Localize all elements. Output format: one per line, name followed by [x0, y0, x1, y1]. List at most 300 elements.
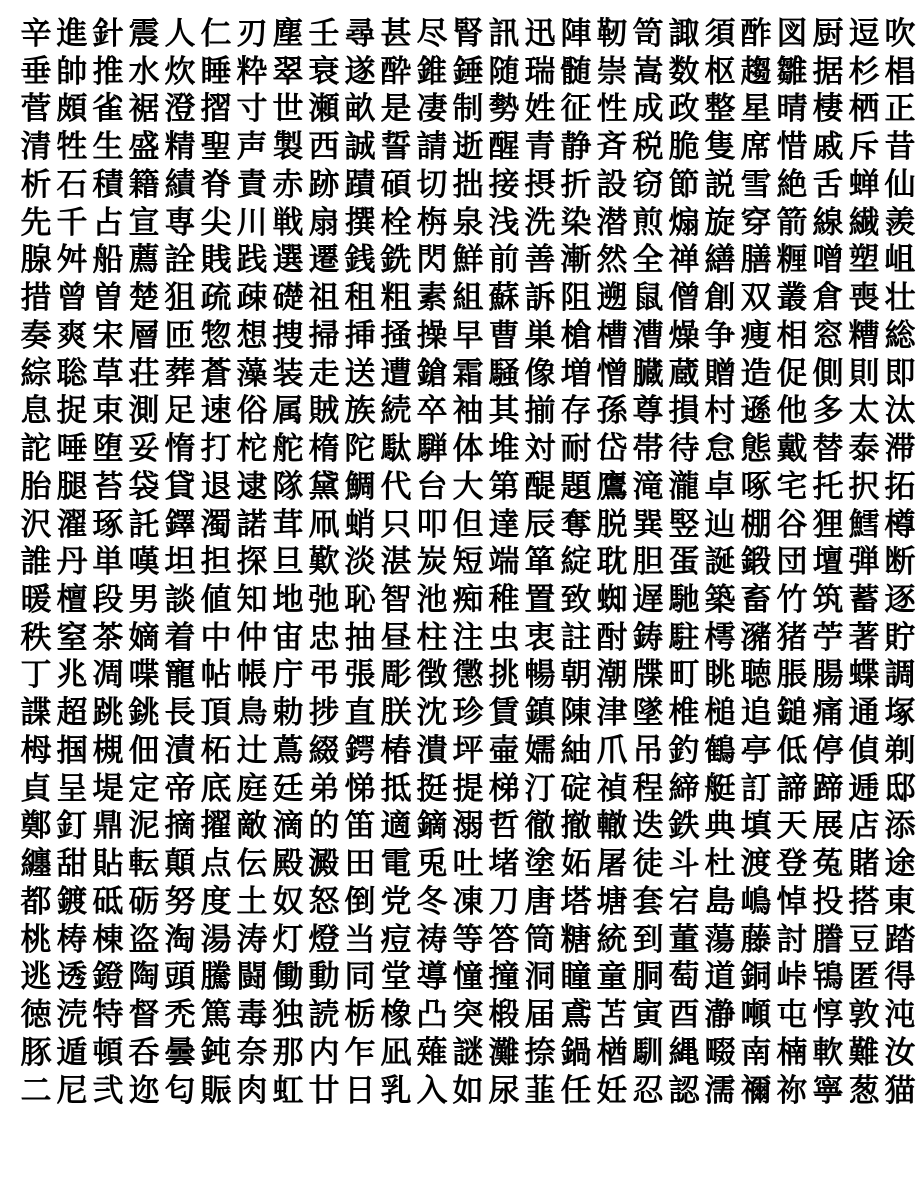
glyph: 奈	[236, 1034, 268, 1071]
glyph: 賊	[308, 393, 340, 430]
glyph: 趨	[740, 53, 772, 90]
glyph: 達	[488, 506, 520, 543]
glyph: 凪	[380, 1034, 412, 1071]
glyph: 呈	[56, 770, 88, 807]
glyph: 叢	[776, 280, 808, 317]
glyph: 陣	[560, 16, 592, 52]
glyph: 折	[560, 166, 592, 203]
glyph: 崇	[596, 53, 628, 90]
glyph: 洗	[524, 204, 556, 241]
glyph: 賎	[200, 242, 232, 279]
glyph: 晴	[776, 91, 808, 128]
glyph: 彫	[380, 657, 412, 694]
glyph: 跳	[92, 695, 124, 732]
glyph: 田	[344, 846, 376, 883]
glyph: 占	[92, 204, 124, 241]
glyph: 廿	[308, 1072, 340, 1109]
glyph: 膳	[740, 242, 772, 279]
glyph: 頗	[56, 91, 88, 128]
glyph: 迩	[128, 1072, 160, 1109]
glyph-row	[18, 431, 916, 469]
glyph: 肉	[236, 1072, 268, 1109]
glyph: 凸	[416, 997, 448, 1034]
glyph: 爪	[596, 732, 628, 769]
glyph: 狙	[164, 280, 196, 317]
glyph: 辻	[236, 732, 268, 769]
glyph: 瑞	[524, 53, 556, 90]
glyph: 填	[740, 808, 772, 845]
glyph: 只	[380, 506, 412, 543]
glyph: 鄭	[20, 808, 52, 845]
glyph: 胆	[632, 544, 664, 581]
glyph: 接	[488, 166, 520, 203]
glyph: 宕	[668, 883, 700, 920]
glyph: 纏	[20, 846, 52, 883]
glyph: 叩	[416, 506, 448, 543]
glyph: 乳	[380, 1072, 412, 1109]
glyph-row	[18, 166, 916, 205]
glyph: 然	[596, 242, 628, 279]
glyph: 笥	[632, 16, 664, 52]
glyph: 盛	[128, 129, 160, 166]
glyph: 宙	[272, 619, 304, 656]
glyph: 昔	[884, 129, 916, 166]
glyph: 菟	[812, 846, 844, 883]
glyph: 痘	[380, 921, 412, 958]
glyph: 任	[560, 1072, 592, 1109]
glyph: 楚	[128, 280, 160, 317]
glyph: 訂	[740, 770, 772, 807]
glyph: 頓	[92, 1034, 124, 1071]
glyph: 畷	[704, 1034, 736, 1071]
glyph: 戚	[812, 129, 844, 166]
glyph: 陶	[128, 959, 160, 996]
glyph: 太	[848, 393, 880, 430]
glyph: 阻	[560, 280, 592, 317]
glyph: 読	[308, 997, 340, 1034]
glyph: 汀	[524, 770, 556, 807]
glyph: 難	[848, 1034, 880, 1071]
glyph: 致	[560, 582, 592, 619]
glyph: 栓	[380, 204, 412, 241]
glyph: 槍	[560, 317, 592, 354]
glyph: 増	[560, 355, 592, 392]
glyph: 低	[776, 732, 808, 769]
glyph: 息	[20, 393, 52, 430]
glyph: 怒	[308, 883, 340, 920]
glyph: 定	[128, 770, 160, 807]
glyph: 呑	[128, 1034, 160, 1071]
glyph-row	[18, 883, 916, 922]
glyph: 諦	[776, 770, 808, 807]
glyph: 擢	[200, 808, 232, 845]
glyph: 進	[56, 16, 88, 52]
glyph: 椴	[488, 997, 520, 1034]
glyph: 啄	[740, 468, 772, 505]
glyph: 震	[128, 16, 160, 52]
glyph: 討	[776, 921, 808, 958]
glyph: 諾	[236, 506, 268, 543]
glyph: 切	[416, 166, 448, 203]
glyph: 柱	[416, 619, 448, 656]
glyph: 勢	[488, 91, 520, 128]
glyph: 秩	[20, 619, 52, 656]
glyph: 畜	[740, 582, 772, 619]
glyph-row	[18, 997, 916, 1035]
glyph: 瞳	[560, 959, 592, 996]
glyph: 薙	[416, 1034, 448, 1071]
glyph: 到	[632, 921, 664, 958]
glyph: 践	[236, 242, 268, 279]
glyph: 枢	[704, 53, 736, 90]
glyph: 艇	[704, 770, 736, 807]
glyph: 登	[776, 846, 808, 883]
glyph: 轍	[596, 808, 628, 845]
glyph: 醒	[488, 129, 520, 166]
glyph: 胎	[20, 468, 52, 505]
glyph: 隊	[272, 468, 304, 505]
glyph: 多	[812, 393, 844, 430]
glyph: 体	[452, 431, 484, 468]
glyph: 燈	[308, 921, 340, 958]
glyph: 蛋	[668, 544, 700, 581]
glyph: 稚	[488, 582, 520, 619]
glyph: 栃	[344, 997, 376, 1034]
glyph: 賃	[488, 695, 520, 732]
glyph: 通	[848, 695, 880, 732]
glyph: 島	[704, 883, 736, 920]
glyph: 孫	[596, 393, 628, 430]
glyph: 佃	[128, 732, 160, 769]
glyph: 妬	[560, 846, 592, 883]
glyph: 韮	[524, 1072, 556, 1109]
glyph: 整	[704, 91, 736, 128]
glyph: 桃	[20, 921, 52, 958]
glyph: 禰	[740, 1072, 772, 1109]
glyph: 統	[596, 921, 628, 958]
glyph: 電	[380, 846, 412, 883]
glyph: 騨	[416, 431, 448, 468]
glyph: 岨	[884, 242, 916, 279]
glyph: 綴	[308, 732, 340, 769]
glyph: 逝	[452, 129, 484, 166]
glyph: 茶	[92, 619, 124, 656]
glyph-row	[18, 16, 916, 54]
glyph: 蓄	[848, 582, 880, 619]
glyph-row	[18, 129, 916, 167]
glyph: 繕	[704, 242, 736, 279]
glyph: 淘	[164, 921, 196, 958]
glyph: 雛	[776, 53, 808, 90]
glyph: 凧	[308, 506, 340, 543]
glyph: 蔵	[668, 355, 700, 392]
glyph: 隻	[704, 129, 736, 166]
glyph: 請	[416, 129, 448, 166]
glyph: 昼	[380, 619, 412, 656]
glyph: 船	[92, 242, 124, 279]
glyph: 檀	[56, 582, 88, 619]
glyph: 栂	[20, 732, 52, 769]
glyph: 苧	[812, 619, 844, 656]
glyph: 対	[524, 431, 556, 468]
glyph: 独	[272, 997, 304, 1034]
glyph: 探	[236, 544, 268, 581]
glyph: 詑	[20, 431, 52, 468]
glyph: 盗	[128, 921, 160, 958]
glyph: 忠	[308, 619, 340, 656]
glyph: 直	[344, 695, 376, 732]
glyph: 択	[848, 468, 880, 505]
glyph: 遷	[308, 242, 340, 279]
glyph: 窃	[632, 166, 664, 203]
glyph: 唾	[56, 431, 88, 468]
glyph: 男	[128, 582, 160, 619]
glyph: 濯	[56, 506, 88, 543]
glyph: 賑	[200, 1072, 232, 1109]
glyph: 殿	[272, 846, 304, 883]
glyph: 妊	[596, 1072, 628, 1109]
glyph: 素	[416, 280, 448, 317]
glyph: 走	[308, 355, 340, 392]
glyph: 葬	[164, 355, 196, 392]
glyph: 動	[308, 959, 340, 996]
glyph: 謄	[812, 921, 844, 958]
glyph: 斥	[848, 129, 880, 166]
glyph: 転	[128, 846, 160, 883]
glyph: 諜	[20, 695, 52, 732]
glyph: 蹟	[344, 166, 376, 203]
glyph: 吊	[632, 732, 664, 769]
glyph: 程	[632, 770, 664, 807]
glyph: 早	[452, 317, 484, 354]
glyph: 鳶	[560, 997, 592, 1034]
glyph: 糖	[560, 921, 592, 958]
glyph: 馴	[632, 1034, 664, 1071]
glyph: 陀	[344, 431, 376, 468]
glyph: 紬	[560, 732, 592, 769]
glyph: 錐	[416, 53, 448, 90]
glyph: 停	[812, 732, 844, 769]
glyph: 衰	[308, 53, 340, 90]
glyph: 銚	[128, 695, 160, 732]
glyph: 虫	[488, 619, 520, 656]
glyph: 炊	[164, 53, 196, 90]
glyph: 賭	[848, 846, 880, 883]
glyph: 嬬	[524, 732, 556, 769]
glyph: 舌	[812, 166, 844, 203]
glyph: 鎗	[416, 355, 448, 392]
glyph: 棲	[812, 91, 844, 128]
glyph: 鎮	[524, 695, 556, 732]
glyph: 挺	[416, 770, 448, 807]
glyph: 沌	[884, 997, 916, 1034]
glyph: 帯	[632, 431, 664, 468]
glyph: 繊	[848, 204, 880, 241]
glyph: 祢	[776, 1072, 808, 1109]
glyph: 壇	[812, 544, 844, 581]
glyph: 燥	[668, 317, 700, 354]
glyph: 栴	[416, 204, 448, 241]
glyph: 闘	[236, 959, 268, 996]
glyph: 席	[740, 129, 772, 166]
glyph: 鴇	[812, 959, 844, 996]
glyph: 静	[560, 129, 592, 166]
glyph: 鈍	[200, 1034, 232, 1071]
glyph: 浅	[488, 204, 520, 241]
glyph: 毒	[236, 997, 268, 1034]
glyph: 送	[344, 355, 376, 392]
glyph: 性	[596, 91, 628, 128]
glyph: 底	[200, 770, 232, 807]
glyph: 染	[560, 204, 592, 241]
glyph: 西	[308, 129, 340, 166]
glyph: 煽	[668, 204, 700, 241]
glyph: 造	[740, 355, 772, 392]
glyph: 詮	[164, 242, 196, 279]
glyph: 伝	[236, 846, 268, 883]
glyph: 逓	[848, 770, 880, 807]
glyph: 沢	[20, 506, 52, 543]
glyph: 第	[488, 468, 520, 505]
glyph: 湯	[200, 921, 232, 958]
glyph: 糎	[776, 242, 808, 279]
glyph: 尿	[488, 1072, 520, 1109]
glyph: 涛	[236, 921, 268, 958]
glyph: 代	[380, 468, 412, 505]
glyph: 捺	[524, 1034, 556, 1071]
glyph: 苫	[596, 997, 628, 1034]
glyph: 狸	[812, 506, 844, 543]
glyph: 草	[92, 355, 124, 392]
glyph: 粗	[380, 280, 412, 317]
glyph: 荘	[128, 355, 160, 392]
glyph: 尊	[632, 393, 664, 430]
glyph: 都	[20, 883, 52, 920]
glyph: 態	[740, 431, 772, 468]
glyph: 税	[632, 129, 664, 166]
glyph: 箭	[776, 204, 808, 241]
glyph: 搭	[848, 883, 880, 920]
glyph: 専	[164, 204, 196, 241]
glyph: 弟	[308, 770, 340, 807]
glyph: 窒	[56, 619, 88, 656]
glyph: 腿	[56, 468, 88, 505]
glyph: 津	[596, 695, 628, 732]
glyph: 豚	[20, 1034, 52, 1071]
glyph: 同	[344, 959, 376, 996]
glyph: 鶴	[704, 732, 736, 769]
glyph: 土	[236, 883, 268, 920]
glyph: 竹	[776, 582, 808, 619]
glyph: 牲	[56, 129, 88, 166]
glyph: 祷	[416, 921, 448, 958]
glyph: 跡	[308, 166, 340, 203]
glyph: 噌	[812, 242, 844, 279]
glyph: 塚	[884, 695, 916, 732]
glyph: 潜	[596, 204, 628, 241]
glyph: 頭	[164, 959, 196, 996]
glyph: 層	[128, 317, 160, 354]
glyph: 積	[92, 166, 124, 203]
glyph: 酉	[668, 997, 700, 1034]
glyph: 憧	[452, 959, 484, 996]
glyph: 痛	[812, 695, 844, 732]
glyph: 俗	[236, 393, 268, 430]
glyph: 梯	[488, 770, 520, 807]
glyph: 藤	[740, 921, 772, 958]
glyph: 蛸	[344, 506, 376, 543]
glyph: 泰	[848, 431, 880, 468]
glyph-row	[18, 959, 916, 997]
glyph: 徹	[524, 808, 556, 845]
glyph: 図	[776, 16, 808, 52]
glyph: 聖	[200, 129, 232, 166]
glyph: 糟	[848, 317, 880, 354]
glyph: 撤	[560, 808, 592, 845]
glyph: 戴	[776, 431, 808, 468]
glyph: 針	[92, 16, 124, 52]
glyph: 碇	[560, 770, 592, 807]
glyph: 前	[488, 242, 520, 279]
glyph: 煎	[632, 204, 664, 241]
glyph: 設	[596, 166, 628, 203]
glyph: 敵	[236, 808, 268, 845]
glyph: 精	[164, 129, 196, 166]
glyph: 倒	[344, 883, 376, 920]
glyph: 薦	[128, 242, 160, 279]
glyph: 砺	[128, 883, 160, 920]
glyph: 匂	[164, 1072, 196, 1109]
glyph: 導	[416, 959, 448, 996]
glyph: 瀧	[668, 468, 700, 505]
glyph: 谷	[776, 506, 808, 543]
glyph: 挑	[488, 657, 520, 694]
glyph: 迭	[632, 808, 664, 845]
glyph: 椎	[668, 695, 700, 732]
glyph: 釣	[668, 732, 700, 769]
glyph: 雀	[92, 91, 124, 128]
glyph: 邸	[884, 770, 916, 807]
glyph: 須	[704, 16, 736, 52]
glyph: 責	[236, 166, 268, 203]
glyph: 赤	[272, 166, 304, 203]
glyph: 吹	[884, 16, 916, 52]
glyph: 馳	[668, 582, 700, 619]
glyph: 断	[884, 544, 916, 581]
glyph: 突	[452, 997, 484, 1034]
glyph: 牒	[632, 657, 664, 694]
glyph: 弾	[848, 544, 880, 581]
glyph: 棟	[92, 921, 124, 958]
glyph: 笛	[344, 808, 376, 845]
glyph: 卓	[704, 468, 736, 505]
glyph: 捗	[308, 695, 340, 732]
glyph: 短	[452, 544, 484, 581]
glyph: 髄	[560, 53, 592, 90]
glyph-row	[18, 619, 916, 658]
glyph: 測	[128, 393, 160, 430]
glyph: 謎	[452, 1034, 484, 1071]
glyph: 制	[452, 91, 484, 128]
glyph: 駄	[380, 431, 412, 468]
glyph: 抽	[344, 619, 376, 656]
glyph: 争	[704, 317, 736, 354]
glyph: 爽	[56, 317, 88, 354]
glyph: 置	[524, 582, 556, 619]
glyph: 槽	[596, 317, 628, 354]
glyph: 喋	[128, 657, 160, 694]
glyph-row	[18, 317, 916, 356]
